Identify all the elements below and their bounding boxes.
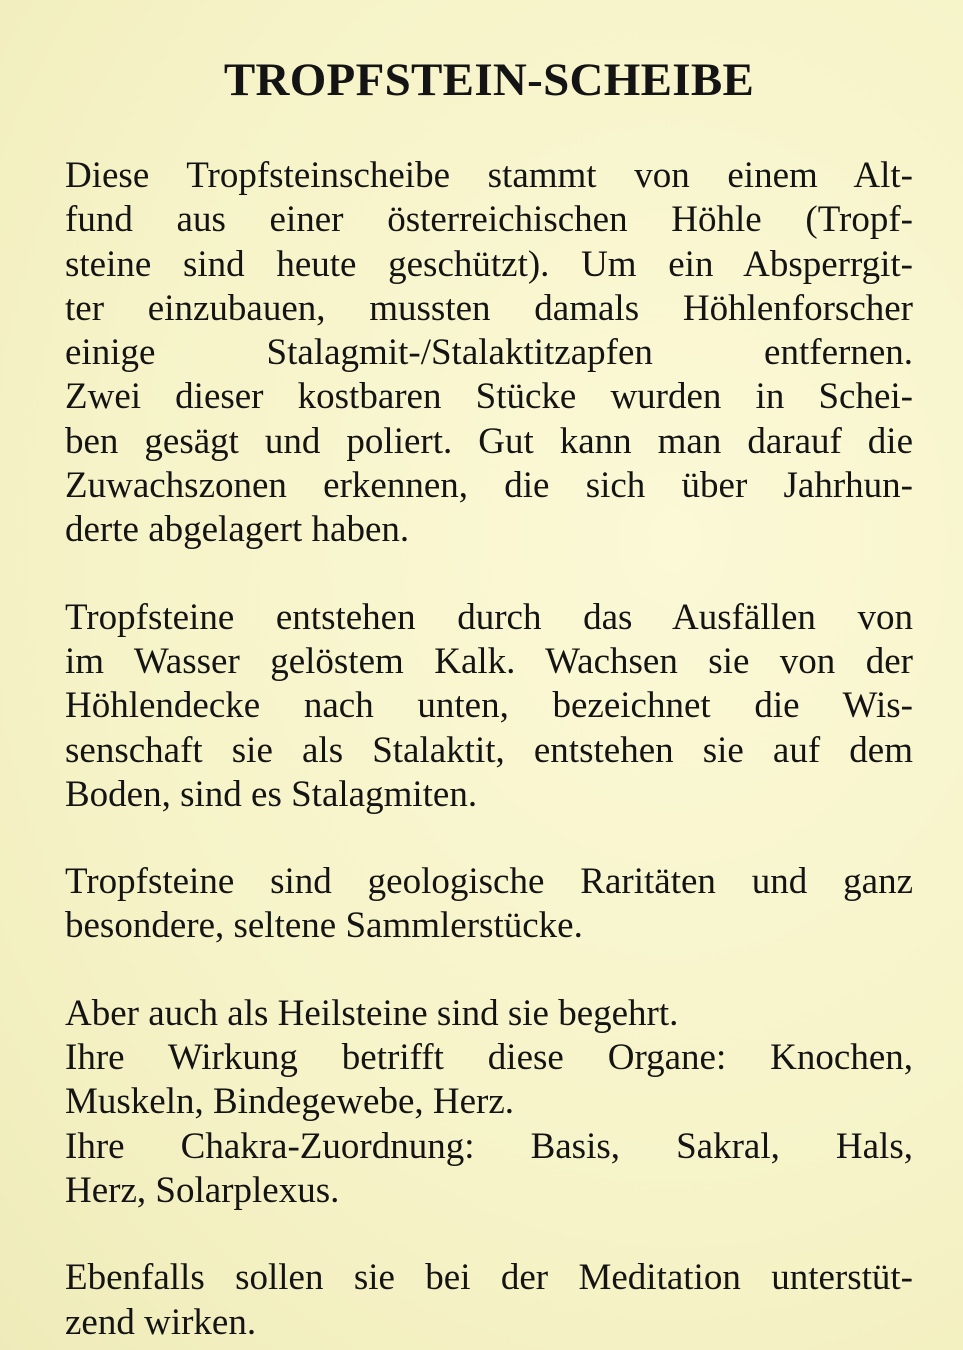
paragraph-formation <box>65 596 913 817</box>
text-line: Ihre Chakra-Zuordnung: Basis, Sakral, Hals, <box>65 1125 913 1167</box>
text-line: ben gesägt und poliert. Gut kann man darauf die <box>65 420 913 462</box>
paragraph-healing <box>65 992 913 1213</box>
text-line: Muskeln, Bindegewebe, Herz. <box>65 1081 515 1123</box>
text-line: Höhlendecke nach unten, bezeichnet die Wis- <box>65 685 913 727</box>
text-line: Tropfsteine entstehen durch das Ausfällen von <box>65 596 913 638</box>
paragraph-meditation <box>65 1256 913 1345</box>
text-line: Aber auch als Heilsteine sind sie begehrt. <box>65 992 679 1034</box>
text-line: zend wirken. <box>65 1301 257 1343</box>
paragraph-rarity <box>65 860 913 949</box>
text-line: derte abgelagert haben. <box>65 509 410 551</box>
text-line: einige Stalagmit-/Stalaktitzapfen entfernen. <box>65 332 913 374</box>
text-line: Ihre Wirkung betrifft diese Organe: Knochen, <box>65 1037 913 1079</box>
info-sheet <box>65 40 913 1345</box>
text-line: Zuwachszonen erkennen, die sich über Jahrhun- <box>65 465 913 507</box>
text-line: Herz, Solarplexus. <box>65 1169 340 1211</box>
text-line: Zwei dieser kostbaren Stücke wurden in Schei- <box>65 376 913 418</box>
text-line: steine sind heute geschützt). Um ein Absperrgit- <box>65 243 913 285</box>
text-line: Ebenfalls sollen sie bei der Meditation unterstüt- <box>65 1257 913 1299</box>
text-line: fund aus einer österreichischen Höhle (Tropf- <box>65 199 913 241</box>
paragraph-origin <box>65 154 913 553</box>
text-line: ter einzubauen, mussten damals Höhlenforscher <box>65 287 913 329</box>
text-line: Diese Tropfsteinscheibe stammt von einem Alt- <box>65 155 913 196</box>
text-line: besondere, seltene Sammlerstücke. <box>65 905 583 947</box>
text-line: Boden, sind es Stalagmiten. <box>65 773 478 815</box>
text-line: senschaft sie als Stalaktit, entstehen sie auf dem <box>65 729 913 771</box>
text-line: Tropfsteine sind geologische Raritäten und ganz <box>65 861 913 903</box>
document-title: TROPFSTEIN-SCHEIBE <box>223 54 755 106</box>
text-line: im Wasser gelöstem Kalk. Wachsen sie von der <box>65 640 913 682</box>
